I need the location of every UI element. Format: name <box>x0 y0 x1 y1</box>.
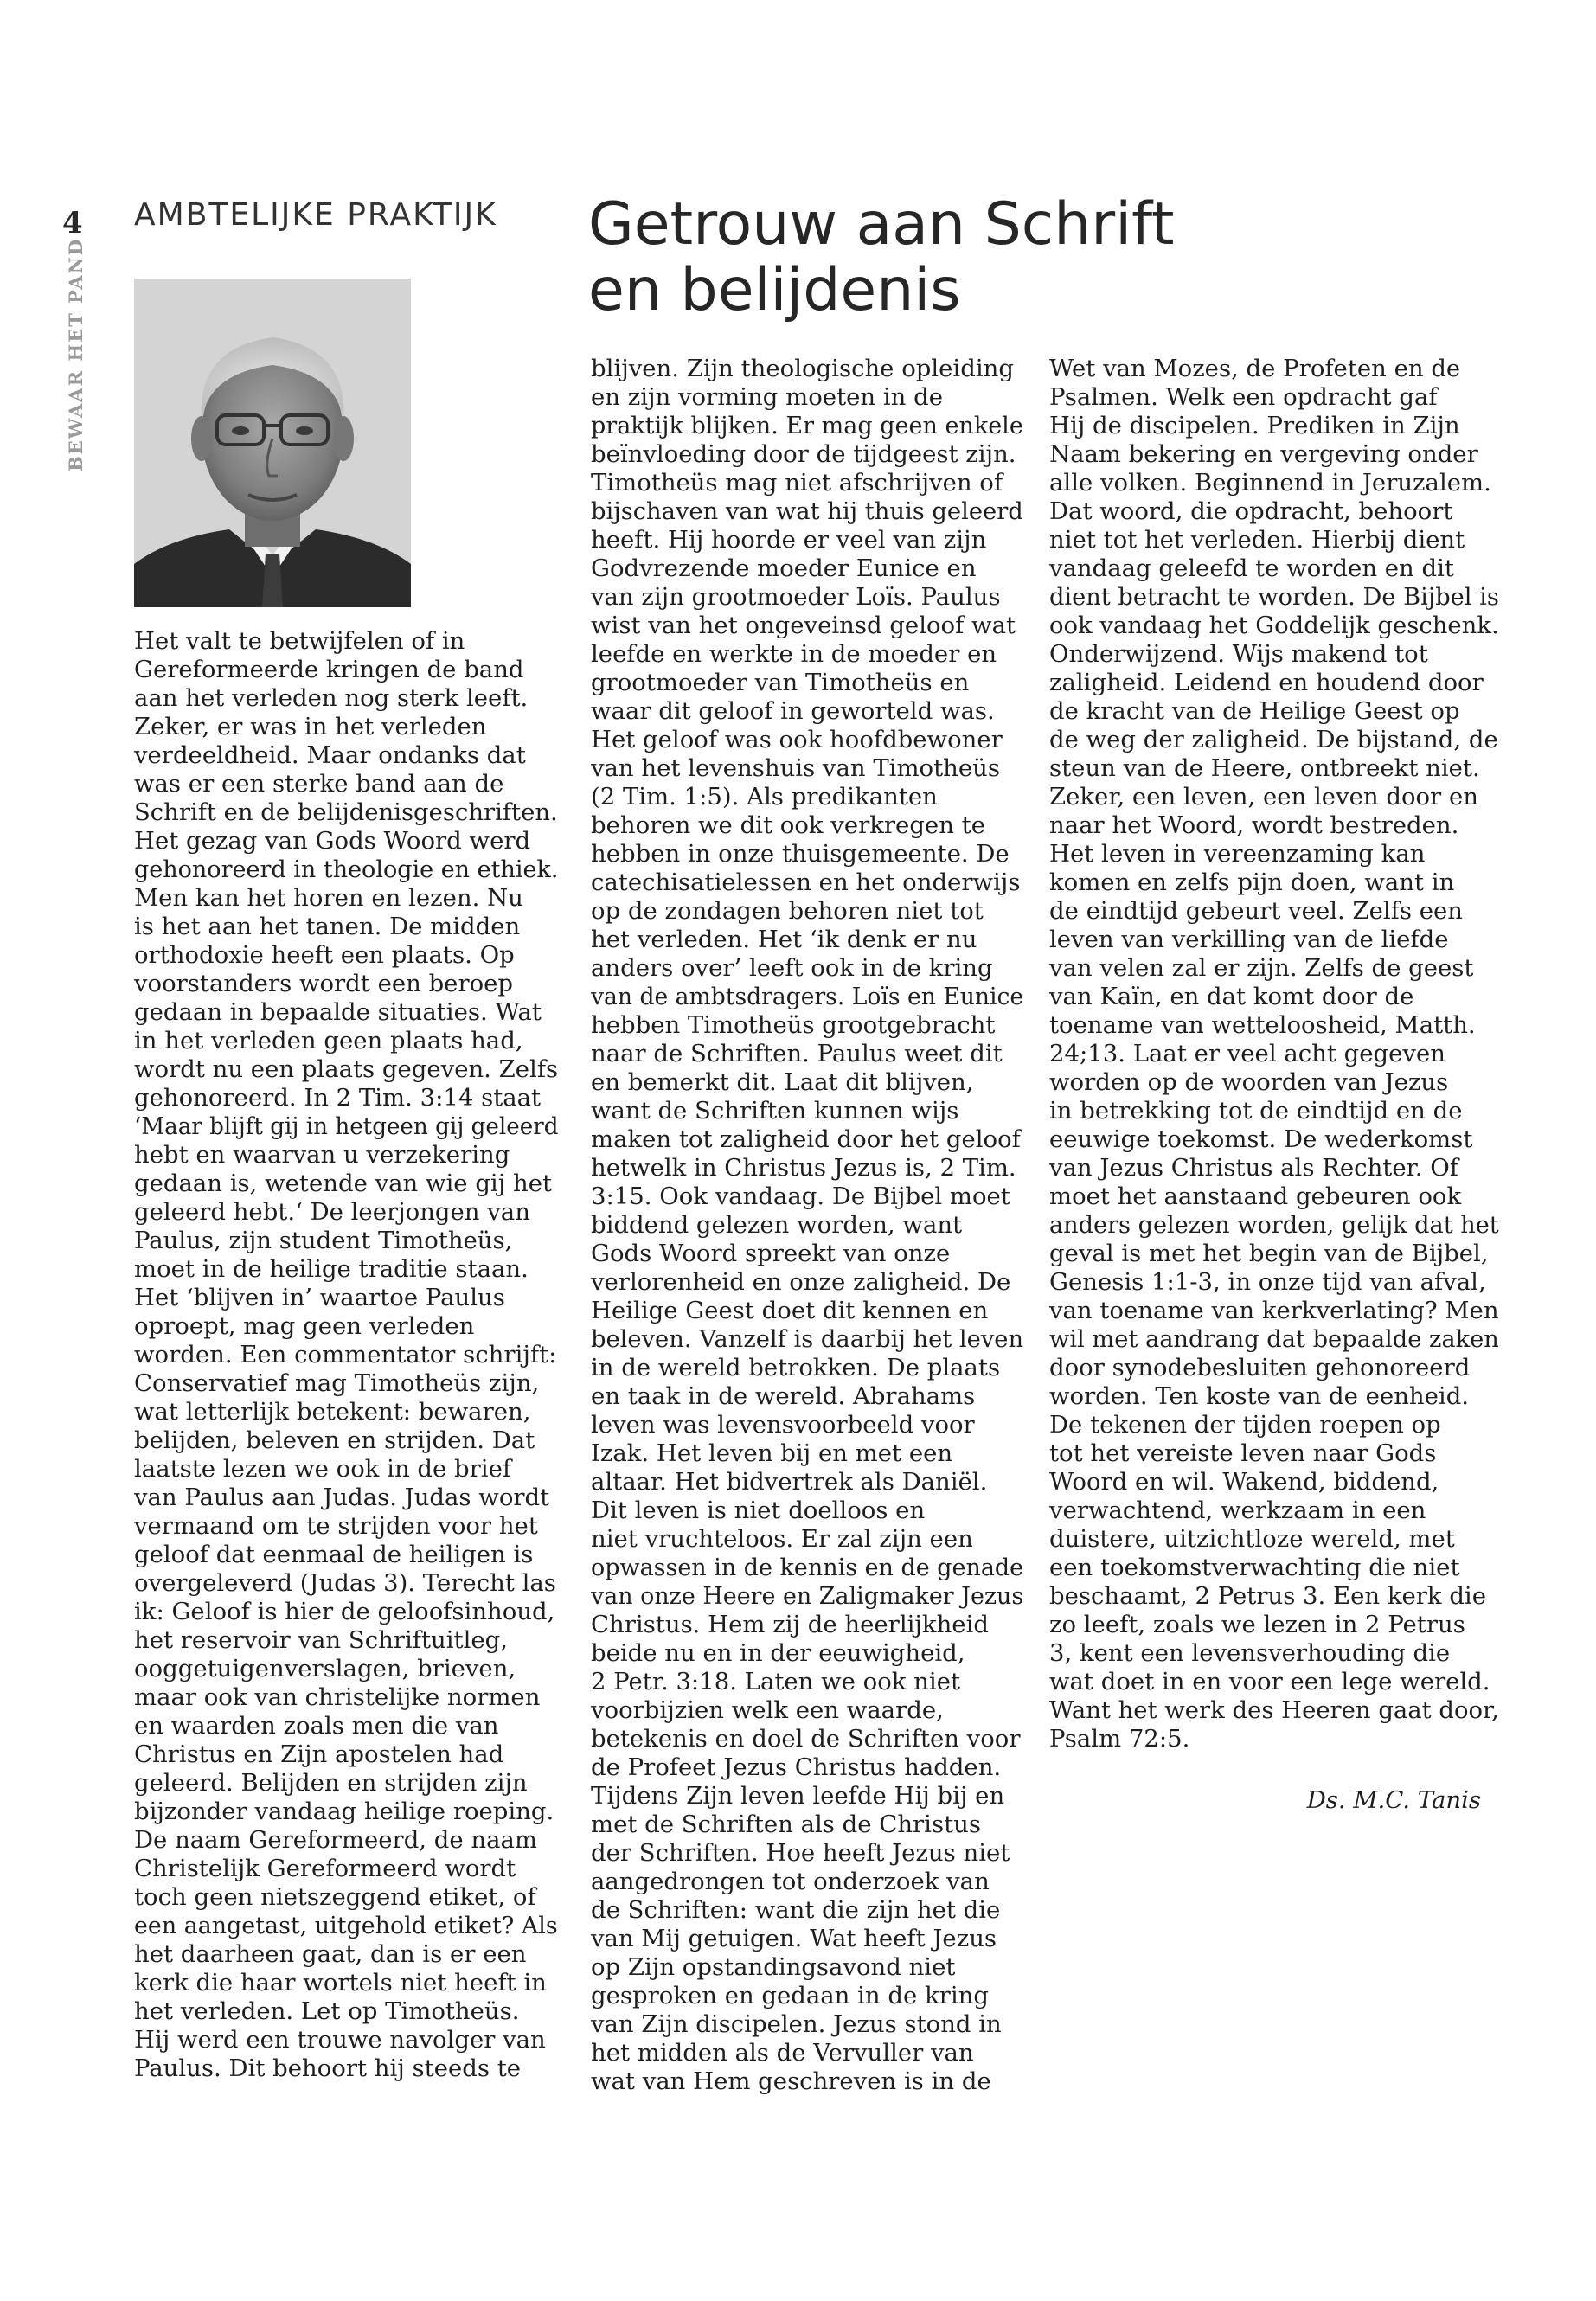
article-line: geloof dat eenmaal de heiligen is <box>134 1541 534 1568</box>
article-line: van Paulus aan Judas. Judas wordt <box>134 1484 550 1511</box>
article-line: catechisatielessen en het onderwijs <box>591 868 1021 896</box>
article-line: maken tot zaligheid door het geloof <box>591 1125 1021 1153</box>
article-line: grootmoeder van Timotheüs en <box>591 669 970 696</box>
article-column <box>134 627 558 2083</box>
article-line: de Profeet Jezus Christus hadden. <box>591 1753 1002 1781</box>
article-line: Het leven in vereenzaming kan <box>1049 840 1426 868</box>
article-line: behoren we dit ook verkregen te <box>591 811 985 839</box>
article-line: Christus en Zijn apostelen had <box>134 1740 504 1768</box>
article-line: Men kan het horen en lezen. Nu <box>134 884 523 912</box>
article-line: Hij de discipelen. Prediken in Zijn <box>1049 412 1460 439</box>
article-line: heeft. Hij hoorde er veel van zijn <box>591 526 987 554</box>
page-number: 4 <box>62 206 83 240</box>
article-line: hebt en waarvan u verzekering <box>134 1141 510 1169</box>
article-line: der Schriften. Hoe heeft Jezus niet <box>591 1839 1010 1867</box>
article-line: duistere, uitzichtloze wereld, met <box>1049 1525 1455 1553</box>
article-line: Zeker, een leven, een leven door en <box>1049 783 1478 811</box>
article-line: praktijk blijken. Er mag geen enkele <box>591 412 1023 439</box>
article-line: door synodebesluiten gehonoreerd <box>1049 1354 1471 1381</box>
article-line: Psalm 72:5. <box>1049 1725 1190 1753</box>
article-line: Psalmen. Welk een opdracht gaf <box>1049 383 1438 411</box>
article-line: Christelijk Gereformeerd wordt <box>134 1855 516 1882</box>
article-line: oproept, mag geen verleden <box>134 1312 475 1340</box>
article-line: leven was levensvoorbeeld voor <box>591 1411 975 1439</box>
article-line: het verleden. Het ‘ik denk er nu <box>591 926 977 953</box>
article-line: Woord en wil. Wakend, biddend, <box>1049 1468 1439 1496</box>
article-line: moet het aanstaand gebeuren ook <box>1049 1183 1462 1210</box>
article-line: (2 Tim. 1:5). Als predikanten <box>591 783 938 811</box>
article-title-line: Getrouw aan Schrift <box>588 190 1175 259</box>
article-line: hebben in onze thuisgemeente. De <box>591 840 1010 868</box>
article-line: Paulus. Dit behoort hij steeds te <box>134 2054 522 2082</box>
article-line: niet vruchteloos. Er zal zijn een <box>591 1525 973 1553</box>
article-line: biddend gelezen worden, want <box>591 1211 963 1239</box>
article-line: Dit leven is niet doelloos en <box>591 1497 926 1524</box>
article-line: beschaamt, 2 Petrus 3. Een kerk die <box>1049 1582 1486 1610</box>
article-line: van de ambtsdragers. Loïs en Eunice <box>591 983 1024 1010</box>
article-line: 3, kent een levensverhouding die <box>1049 1639 1451 1667</box>
article-line: en waarden zoals men die van <box>134 1712 499 1740</box>
article-line: vandaag geleefd te worden en dit <box>1049 554 1454 582</box>
article-line: Het valt te betwijfelen of in <box>134 627 465 655</box>
article-line: orthodoxie heeft een plaats. Op <box>134 941 515 969</box>
section-label: AMBTELIJKE PRAKTIJK <box>134 197 497 233</box>
article-line: geval is met het begin van de Bijbel, <box>1049 1240 1489 1267</box>
article-line: tot het vereiste leven naar Gods <box>1049 1439 1437 1467</box>
article-author: Ds. M.C. Tanis <box>1306 1786 1481 1814</box>
article-line: betekenis en doel de Schriften voor <box>591 1725 1021 1753</box>
article-line: ook vandaag het Goddelijk geschenk. <box>1049 612 1499 639</box>
article-line: bijzonder vandaag heilige roeping. <box>134 1798 554 1825</box>
article-line: het reservoir van Schriftuitleg, <box>134 1626 508 1654</box>
article-line: in betrekking tot de eindtijd en de <box>1049 1097 1463 1125</box>
article-line: naar de Schriften. Paulus weet dit <box>591 1040 1003 1067</box>
article-line: Want het werk des Heeren gaat door, <box>1049 1696 1499 1724</box>
article-line: leefde en werkte in de moeder en <box>591 640 997 668</box>
article-line: wil met aandrang dat bepaalde zaken <box>1049 1325 1499 1353</box>
article-line: ‘Maar blijft gij in hetgeen gij geleerd <box>134 1112 559 1140</box>
article-line: dient betracht te worden. De Bijbel is <box>1049 583 1499 611</box>
article-line: de Schriften: want die zijn het die <box>591 1896 1001 1924</box>
article-line: een aangetast, uitgehold etiket? Als <box>134 1912 558 1939</box>
article-line: een toekomstverwachting die niet <box>1049 1554 1460 1581</box>
article-line: Zeker, er was in het verleden <box>134 713 487 740</box>
article-line: gedaan is, wetende van wie gij het <box>134 1170 553 1197</box>
article-line: de weg der zaligheid. De bijstand, de <box>1049 726 1498 753</box>
article-line: het midden als de Vervuller van <box>591 2039 974 2067</box>
article-line: zo leeft, zoals we lezen in 2 Petrus <box>1049 1611 1465 1638</box>
article-title-line: en belijdenis <box>588 256 961 324</box>
article-line: leven van verkilling van de liefde <box>1049 926 1449 953</box>
article-line: De naam Gereformeerd, de naam <box>134 1826 537 1854</box>
article-line: van het levenshuis van Timotheüs <box>591 754 1000 782</box>
article-line: verlorenheid en onze zaligheid. De <box>591 1268 1011 1296</box>
article-line: zaligheid. Leidend en houdend door <box>1049 669 1484 696</box>
article-line: Conservatief mag Timotheüs zijn, <box>134 1369 540 1397</box>
article-line: toch geen nietszeggend etiket, of <box>134 1883 536 1911</box>
article-line: steun van de Heere, ontbreekt niet. <box>1049 754 1480 782</box>
article-line: Het ‘blijven in’ waartoe Paulus <box>134 1284 505 1311</box>
article-line: gesproken en gedaan in de kring <box>591 1982 989 2009</box>
article-line: aan het verleden nog sterk leeft. <box>134 684 529 712</box>
article-line: worden op de woorden van Jezus <box>1049 1068 1449 1096</box>
article-line: aangedrongen tot onderzoek van <box>591 1868 990 1895</box>
article-line: de kracht van de Heilige Geest op <box>1049 697 1460 725</box>
article-line: voorstanders wordt een beroep <box>134 970 514 997</box>
article-line: van velen zal er zijn. Zelfs de geest <box>1049 954 1474 982</box>
article-line: de eindtijd gebeurt veel. Zelfs een <box>1049 897 1463 925</box>
article-line: geleerd hebt.‘ De leerjongen van <box>134 1198 530 1226</box>
article-line: laatste lezen we ook in de brief <box>134 1455 512 1483</box>
portrait-photo-icon <box>134 279 411 607</box>
article-line: waar dit geloof in geworteld was. <box>591 697 995 725</box>
article-line: belijden, beleven en strijden. Dat <box>134 1426 535 1454</box>
article-line: Genesis 1:1-3, in onze tijd van afval, <box>1049 1268 1486 1296</box>
article-line: Gods Woord spreekt van onze <box>591 1240 951 1267</box>
article-line: overgeleverd (Judas 3). Terecht las <box>134 1569 556 1597</box>
article-line: verdeeldheid. Maar ondanks dat <box>134 741 526 769</box>
article-line: worden. Een commentator schrijft: <box>134 1341 557 1368</box>
article-line: van zijn grootmoeder Loïs. Paulus <box>591 583 1001 611</box>
article-line: opwassen in de kennis en de genade <box>591 1554 1024 1581</box>
article-line: Het gezag van Gods Woord werd <box>134 827 531 855</box>
article-line: van toename van kerkverlating? Men <box>1049 1297 1499 1324</box>
article-line: in het verleden geen plaats had, <box>134 1027 523 1054</box>
article-line: Heilige Geest doet dit kennen en <box>591 1297 989 1324</box>
article-line: 3:15. Ook vandaag. De Bijbel moet <box>591 1183 1010 1210</box>
article-line: niet tot het verleden. Hierbij dient <box>1049 526 1465 554</box>
article-line: 24;13. Laat er veel acht gegeven <box>1049 1040 1445 1067</box>
article-line: Het geloof was ook hoofdbewoner <box>591 726 1003 753</box>
running-title: BEWAAR HET PAND <box>65 237 87 471</box>
article-line: geleerd. Belijden en strijden zijn <box>134 1769 528 1797</box>
article-line: voorbijzien welk een waarde, <box>591 1696 944 1724</box>
article-line: Wet van Mozes, de Profeten en de <box>1049 355 1461 382</box>
article-line: Izak. Het leven bij en met een <box>591 1439 953 1467</box>
article-line: wat doet in en voor een lege wereld. <box>1049 1668 1490 1695</box>
article-line: gehonoreerd. In 2 Tim. 3:14 staat <box>134 1084 542 1112</box>
article-line: en bemerkt dit. Laat dit blijven, <box>591 1068 974 1096</box>
article-line: ooggetuigenverslagen, brieven, <box>134 1655 516 1682</box>
article-line: wordt nu een plaats gegeven. Zelfs <box>134 1055 559 1083</box>
article-line: wat van Hem geschreven is in de <box>591 2067 991 2095</box>
article-line: maar ook van christelijke normen <box>134 1683 541 1711</box>
article-line: beide nu en in der eeuwigheid, <box>591 1639 965 1667</box>
article-line: en taak in de wereld. Abrahams <box>591 1382 976 1410</box>
article-line: Timotheüs mag niet afschrijven of <box>591 469 1003 497</box>
article-line: worden. Ten koste van de eenheid. <box>1049 1382 1470 1410</box>
article-line: van Jezus Christus als Rechter. Of <box>1049 1154 1458 1182</box>
article-line: Onderwijzend. Wijs makend tot <box>1049 640 1428 668</box>
article-line: verwachtend, werkzaam in een <box>1049 1497 1426 1524</box>
article-line: Dat woord, die opdracht, behoort <box>1049 497 1453 525</box>
article-line: van Mij getuigen. Wat heeft Jezus <box>591 1925 997 1952</box>
article-line: op de zondagen behoren niet tot <box>591 897 984 925</box>
article-line: op Zijn opstandingsavond niet <box>591 1953 956 1981</box>
article-line: hetwelk in Christus Jezus is, 2 Tim. <box>591 1154 1016 1182</box>
article-line: het daarheen gaat, dan is er een <box>134 1940 527 1968</box>
article-line: naar het Woord, wordt bestreden. <box>1049 811 1459 839</box>
article-line: alle volken. Beginnend in Jeruzalem. <box>1049 469 1491 497</box>
article-line: is het aan het tanen. De midden <box>134 913 521 940</box>
article-line: ik: Geloof is hier de geloofsinhoud, <box>134 1598 555 1625</box>
author-photo <box>134 279 411 607</box>
article-line: Schrift en de belijdenisgeschriften. <box>134 798 558 826</box>
article-line: hebben Timotheüs grootgebracht <box>591 1011 996 1039</box>
article-line: 2 Petr. 3:18. Laten we ook niet <box>591 1668 961 1695</box>
article-line: met de Schriften als de Christus <box>591 1811 981 1838</box>
article-line: beïnvloeding door de tijdgeest zijn. <box>591 440 1016 468</box>
article-line: gehonoreerd in theologie en ethiek. <box>134 856 559 883</box>
article-column <box>591 355 1023 2096</box>
article-line: toename van wetteloosheid, Matth. <box>1049 1011 1476 1039</box>
article-line: wist van het ongeveinsd geloof wat <box>591 612 1016 639</box>
article-line: Tijdens Zijn leven leefde Hij bij en <box>591 1782 1005 1810</box>
article-line: Paulus, zijn student Timotheüs, <box>134 1227 513 1254</box>
article-line: gedaan in bepaalde situaties. Wat <box>134 998 542 1026</box>
article-line: Christus. Hem zij de heerlijkheid <box>591 1611 989 1638</box>
article-line: eeuwige toekomst. De wederkomst <box>1049 1125 1473 1153</box>
article-line: kerk die haar wortels niet heeft in <box>134 1969 547 1997</box>
article-line: het verleden. Let op Timotheüs. <box>134 1997 520 2025</box>
article-line: anders gelezen worden, gelijk dat het <box>1049 1211 1499 1239</box>
article-line: want de Schriften kunnen wijs <box>591 1097 959 1125</box>
article-line: komen en zelfs pijn doen, want in <box>1049 868 1455 896</box>
article-line: was er een sterke band aan de <box>134 770 504 798</box>
article-title <box>588 192 1505 324</box>
article-line: Naam bekering en vergeving onder <box>1049 440 1478 468</box>
article-line: bijschaven van wat hij thuis geleerd <box>591 497 1023 525</box>
article-line: moet in de heilige traditie staan. <box>134 1255 529 1283</box>
article-line: in de wereld betrokken. De plaats <box>591 1354 1001 1381</box>
article-line: wat letterlijk betekent: bewaren, <box>134 1398 531 1426</box>
article-line: Godvrezende moeder Eunice en <box>591 554 977 582</box>
article-line: vermaand om te strijden voor het <box>134 1512 538 1540</box>
article-line: van Kaïn, en dat komt door de <box>1049 983 1414 1010</box>
article-line: beleven. Vanzelf is daarbij het leven <box>591 1325 1024 1353</box>
article-line: De tekenen der tijden roepen op <box>1049 1411 1441 1439</box>
article-column <box>1049 355 1499 1753</box>
article-line: blijven. Zijn theologische opleiding <box>591 355 1014 382</box>
article-line: anders over’ leeft ook in de kring <box>591 954 993 982</box>
article-line: Gereformeerde kringen de band <box>134 656 524 683</box>
article-line: en zijn vorming moeten in de <box>591 383 943 411</box>
article-line: altaar. Het bidvertrek als Daniël. <box>591 1468 988 1496</box>
article-line: van onze Heere en Zaligmaker Jezus <box>591 1582 1024 1610</box>
article-line: Hij werd een trouwe navolger van <box>134 2026 546 2054</box>
article-line: van Zijn discipelen. Jezus stond in <box>591 2010 1002 2038</box>
